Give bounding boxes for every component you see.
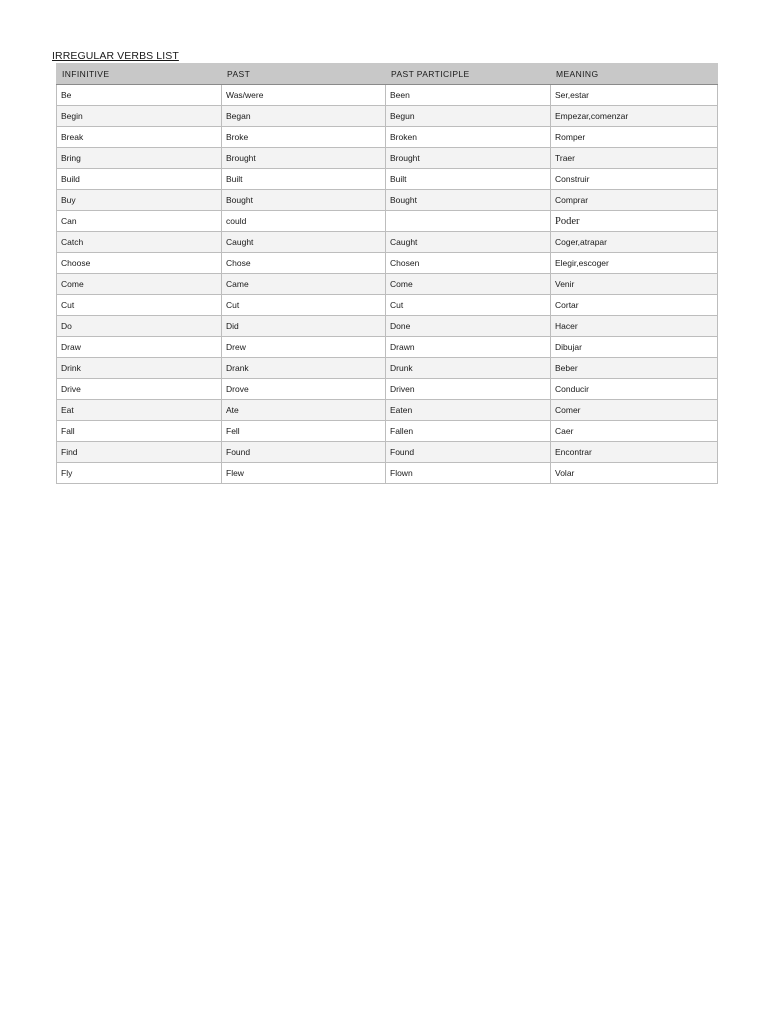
document-title: IRREGULAR VERBS LIST	[52, 50, 179, 62]
cell-past: Drank	[222, 358, 386, 379]
cell-past-participle: Caught	[386, 232, 551, 253]
cell-meaning: Elegir,escoger	[551, 253, 718, 274]
cell-past-participle: Been	[386, 85, 551, 106]
header-past-participle: PAST PARTICIPLE	[386, 63, 551, 85]
cell-past-participle: Brought	[386, 148, 551, 169]
cell-meaning: Empezar,comenzar	[551, 106, 718, 127]
cell-past: Drove	[222, 379, 386, 400]
cell-past-participle: Come	[386, 274, 551, 295]
cell-infinitive: Build	[57, 169, 222, 190]
cell-past-participle: Flown	[386, 463, 551, 484]
cell-infinitive: Find	[57, 442, 222, 463]
table-row	[57, 232, 718, 253]
cell-past-participle: Begun	[386, 106, 551, 127]
cell-past: Built	[222, 169, 386, 190]
cell-past: Began	[222, 106, 386, 127]
cell-infinitive: Draw	[57, 337, 222, 358]
table-row	[57, 379, 718, 400]
cell-past: could	[222, 211, 386, 232]
cell-past-participle: Driven	[386, 379, 551, 400]
cell-past-participle: Drawn	[386, 337, 551, 358]
cell-meaning: Comprar	[551, 190, 718, 211]
table-row	[57, 190, 718, 211]
cell-meaning: Encontrar	[551, 442, 718, 463]
table-row	[57, 442, 718, 463]
table-row	[57, 85, 718, 106]
cell-past: Flew	[222, 463, 386, 484]
cell-meaning: Traer	[551, 148, 718, 169]
table-row	[57, 295, 718, 316]
cell-past-participle	[386, 211, 551, 232]
cell-meaning: Poder	[551, 211, 718, 232]
table-row	[57, 337, 718, 358]
cell-infinitive: Be	[57, 85, 222, 106]
cell-infinitive: Buy	[57, 190, 222, 211]
cell-meaning: Cortar	[551, 295, 718, 316]
cell-past-participle: Found	[386, 442, 551, 463]
cell-infinitive: Eat	[57, 400, 222, 421]
cell-infinitive: Drink	[57, 358, 222, 379]
cell-past-participle: Done	[386, 316, 551, 337]
cell-past-participle: Bought	[386, 190, 551, 211]
cell-meaning: Comer	[551, 400, 718, 421]
table-row	[57, 169, 718, 190]
cell-past-participle: Eaten	[386, 400, 551, 421]
cell-meaning: Ser,estar	[551, 85, 718, 106]
cell-past: Fell	[222, 421, 386, 442]
cell-infinitive: Can	[57, 211, 222, 232]
cell-past: Drew	[222, 337, 386, 358]
table-row	[57, 400, 718, 421]
table-row	[57, 253, 718, 274]
cell-meaning: Construir	[551, 169, 718, 190]
table-header-row	[57, 63, 718, 85]
cell-infinitive: Fall	[57, 421, 222, 442]
cell-infinitive: Drive	[57, 379, 222, 400]
table-row	[57, 127, 718, 148]
cell-meaning: Romper	[551, 127, 718, 148]
cell-past: Came	[222, 274, 386, 295]
table-row	[57, 421, 718, 442]
cell-past-participle: Built	[386, 169, 551, 190]
cell-meaning: Beber	[551, 358, 718, 379]
cell-past: Did	[222, 316, 386, 337]
table-row	[57, 274, 718, 295]
cell-past-participle: Fallen	[386, 421, 551, 442]
table-row	[57, 148, 718, 169]
table-row	[57, 106, 718, 127]
cell-meaning: Hacer	[551, 316, 718, 337]
header-past: PAST	[222, 63, 386, 85]
cell-infinitive: Cut	[57, 295, 222, 316]
cell-past: Cut	[222, 295, 386, 316]
cell-meaning: Conducir	[551, 379, 718, 400]
header-infinitive: INFINITIVE	[57, 63, 222, 85]
cell-past-participle: Drunk	[386, 358, 551, 379]
cell-past: Bought	[222, 190, 386, 211]
cell-past: Brought	[222, 148, 386, 169]
cell-past: Broke	[222, 127, 386, 148]
cell-past: Was/were	[222, 85, 386, 106]
table-row	[57, 316, 718, 337]
table-row	[57, 211, 718, 232]
cell-past: Found	[222, 442, 386, 463]
cell-infinitive: Fly	[57, 463, 222, 484]
cell-infinitive: Catch	[57, 232, 222, 253]
cell-past-participle: Broken	[386, 127, 551, 148]
cell-infinitive: Bring	[57, 148, 222, 169]
cell-meaning: Volar	[551, 463, 718, 484]
cell-infinitive: Do	[57, 316, 222, 337]
cell-infinitive: Begin	[57, 106, 222, 127]
cell-meaning: Dibujar	[551, 337, 718, 358]
cell-past-participle: Cut	[386, 295, 551, 316]
irregular-verbs-table	[56, 63, 718, 484]
cell-meaning: Coger,atrapar	[551, 232, 718, 253]
cell-past: Caught	[222, 232, 386, 253]
cell-past: Ate	[222, 400, 386, 421]
cell-infinitive: Choose	[57, 253, 222, 274]
table-row	[57, 463, 718, 484]
cell-past: Chose	[222, 253, 386, 274]
cell-meaning: Caer	[551, 421, 718, 442]
table-row	[57, 358, 718, 379]
cell-past-participle: Chosen	[386, 253, 551, 274]
cell-infinitive: Break	[57, 127, 222, 148]
header-meaning: MEANING	[551, 63, 718, 85]
cell-meaning: Venir	[551, 274, 718, 295]
table-body	[57, 85, 718, 484]
cell-infinitive: Come	[57, 274, 222, 295]
